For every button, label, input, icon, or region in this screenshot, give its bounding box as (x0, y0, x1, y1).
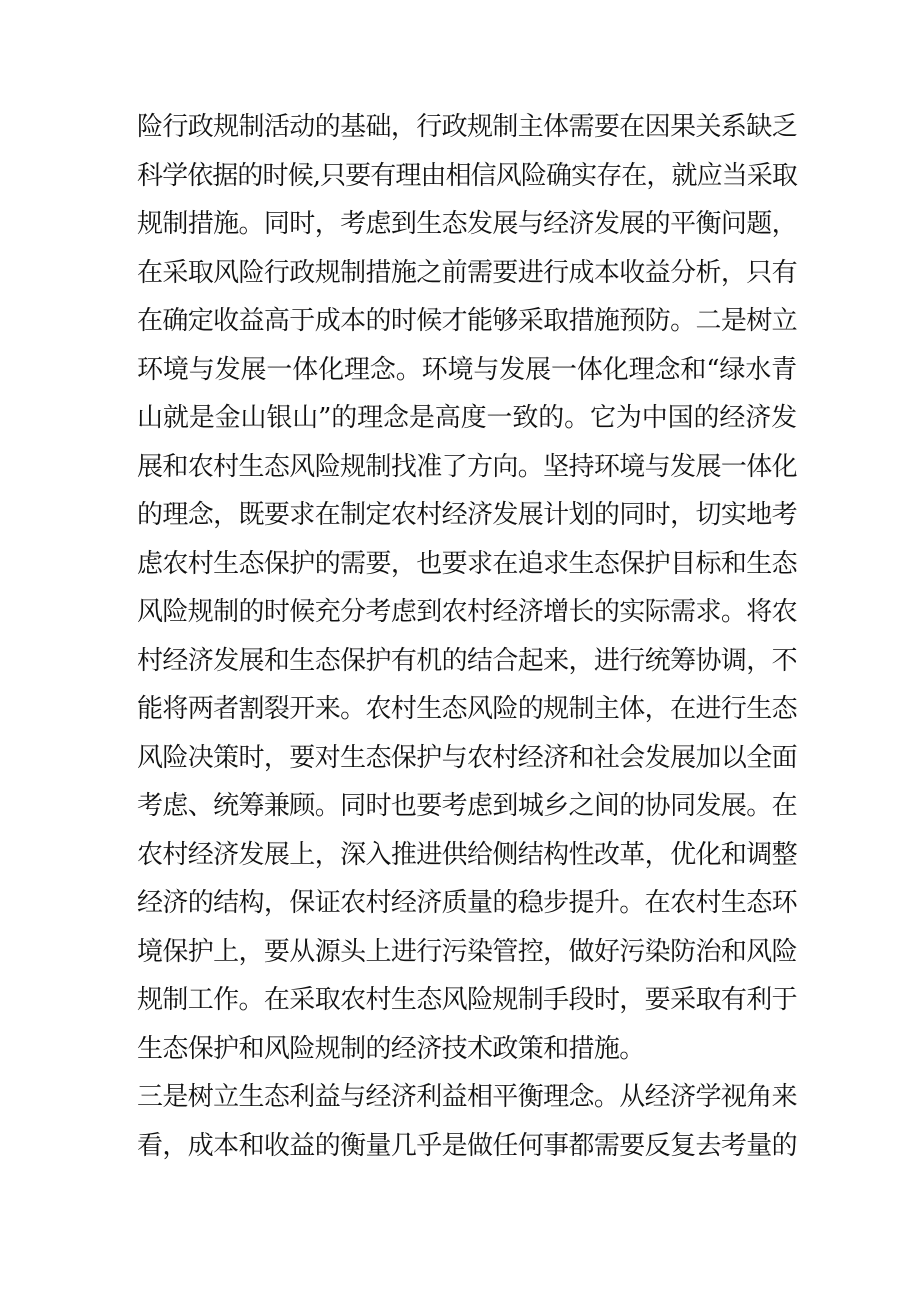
paragraph-1 (137, 103, 797, 1073)
text-line: 看，成本和收益的衡量几乎是做任何事都需要反复去考量的 (137, 1130, 797, 1161)
text-line: 山就是金山银山”的理念是高度一致的。它为中国的经济发 (137, 403, 797, 433)
text-line: 经济的结构，保证农村经济质量的稳步提升。在农村生态环 (137, 888, 797, 918)
text-line: 考虑、统筹兼顾。同时也要考虑到城乡之间的协同发展。在 (137, 791, 797, 821)
text-line: 规制措施。同时，考虑到生态发展与经济发展的平衡问题， (137, 209, 797, 239)
text-line: 生态保护和风险规制的经济技术政策和措施。 (137, 1033, 645, 1064)
body-text (137, 103, 797, 1170)
text-line: 规制工作。在采取农村生态风险规制手段时，要采取有利于 (137, 985, 797, 1015)
paragraph-2 (137, 1073, 797, 1170)
text-line: 的理念，既要求在制定农村经济发展计划的同时，切实地考 (137, 500, 797, 530)
text-line: 风险决策时，要对生态保护与农村经济和社会发展加以全面 (137, 742, 797, 773)
text-line: 农村经济发展上，深入推进供给侧结构性改革，优化和调整 (137, 839, 797, 870)
text-line: 能将两者割裂开来。农村生态风险的规制主体，在进行生态 (137, 694, 797, 724)
text-line: 展和农村生态风险规制找准了方向。坚持环境与发展一体化 (137, 451, 797, 482)
text-line: 在采取风险行政规制措施之前需要进行成本收益分析，只有 (137, 257, 797, 288)
text-line: 在确定收益高于成本的时候才能够采取措施预防。二是树立 (137, 306, 797, 336)
text-line: 环境与发展一体化理念。环境与发展一体化理念和“绿水青 (137, 354, 797, 385)
text-line: 风险规制的时候充分考虑到农村经济增长的实际需求。将农 (137, 597, 797, 627)
text-line: 三是树立生态利益与经济利益相平衡理念。从经济学视角来 (137, 1082, 797, 1112)
text-line: 科学依据的时候,只要有理由相信风险确实存在，就应当采取 (137, 160, 798, 191)
text-line: 境保护上，要从源头上进行污染管控，做好污染防治和风险 (137, 936, 797, 967)
text-line: 村经济发展和生态保护有机的结合起来，进行统筹协调，不 (137, 645, 797, 676)
text-line: 虑农村生态保护的需要，也要求在追求生态保护目标和生态 (137, 548, 797, 579)
text-line: 险行政规制活动的基础，行政规制主体需要在因果关系缺乏 (137, 112, 797, 142)
